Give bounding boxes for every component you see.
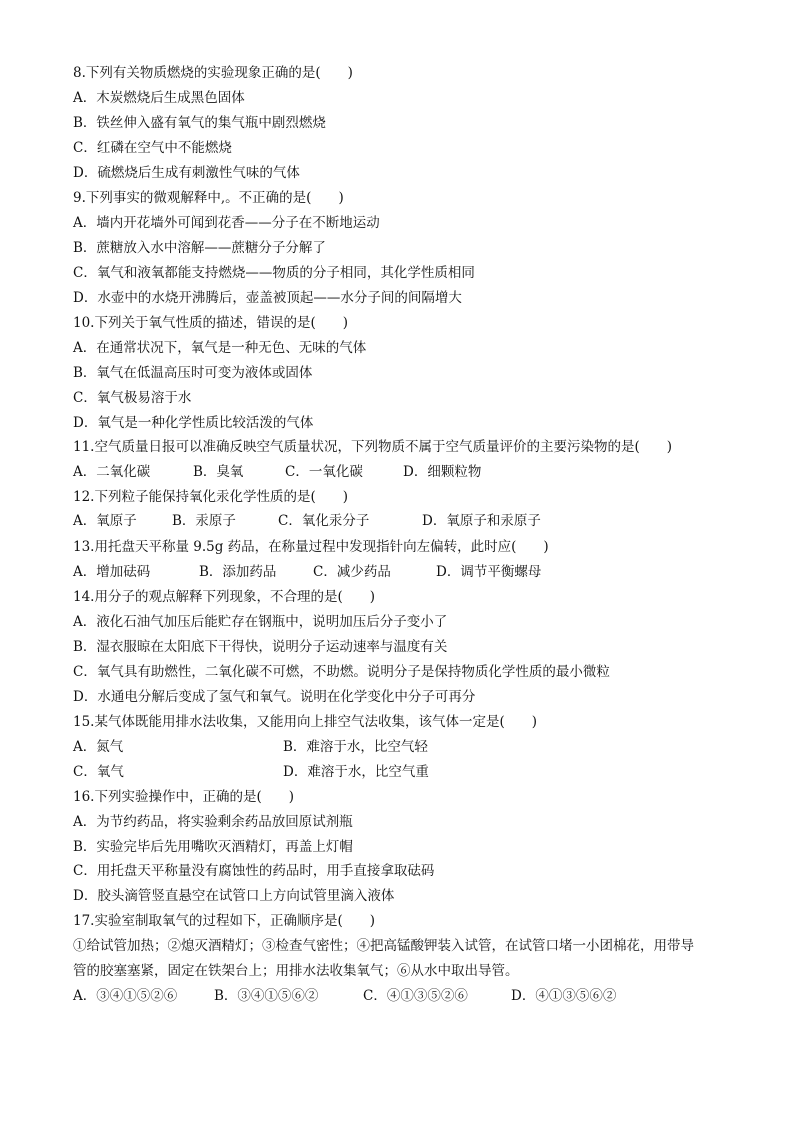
question-10-stem: 10.下列关于氧气性质的描述，错误的是( )	[73, 315, 349, 331]
question-12-option-b: B．汞原子	[172, 513, 236, 529]
question-15-option-b: B．难溶于水，比空气轻	[283, 739, 428, 755]
question-15-option-a: A．氮气	[73, 739, 124, 755]
question-10-option-d: D．氧气是一种化学性质比较活泼的气体	[73, 415, 314, 431]
question-10-option-a: A．在通常状况下，氧气是一种无色、无味的气体	[73, 340, 367, 356]
question-16-option-d: D．胶头滴管竖直悬空在试管口上方向试管里滴入液体	[73, 888, 395, 904]
question-17-body-line-2: 管的胶塞塞紧，固定在铁架台上；用排水法收集氧气；⑥从水中取出导管。	[73, 963, 519, 979]
question-11-stem: 11.空气质量日报可以准确反映空气质量状况，下列物质不属于空气质量评价的主要污染物的是( )	[73, 439, 673, 455]
question-13-option-c: C．减少药品	[313, 564, 391, 580]
question-8-option-b: B．铁丝伸入盛有氧气的集气瓶中剧烈燃烧	[73, 115, 326, 131]
question-12-option-c: C．氧化汞分子	[278, 513, 370, 529]
question-16-option-b: B．实验完毕后先用嘴吹灭酒精灯，再盖上灯帽	[73, 839, 353, 855]
question-11-option-c: C．一氧化碳	[285, 464, 363, 480]
question-14-option-a: A．液化石油气加压后能贮存在钢瓶中，说明加压后分子变小了	[73, 614, 448, 630]
question-14-option-c: C．氧气具有助燃性，二氧化碳不可燃，不助燃。说明分子是保持物质化学性质的最小微粒	[73, 664, 610, 680]
question-17-option-b: B．③④①⑤⑥②	[214, 988, 319, 1004]
question-12-option-d: D．氧原子和汞原子	[422, 513, 541, 529]
question-14-option-b: B．湿衣服晾在太阳底下干得快，说明分子运动速率与温度有关	[73, 639, 448, 655]
question-17-option-d: D．④①③⑤⑥②	[511, 988, 617, 1004]
question-12-stem: 12.下列粒子能保持氧化汞化学性质的是( )	[73, 489, 349, 505]
question-16-stem: 16.下列实验操作中，正确的是( )	[73, 789, 295, 805]
question-9-option-c: C．氧气和液氧都能支持燃烧——物质的分子相同，其化学性质相同	[73, 265, 475, 281]
question-17-stem: 17.实验室制取氧气的过程如下，正确顺序是( )	[73, 913, 376, 929]
question-13-option-a: A．增加砝码	[73, 564, 151, 580]
question-14-stem: 14.用分子的观点解释下列现象，不合理的是( )	[73, 589, 376, 605]
question-13-option-b: B．添加药品	[199, 564, 277, 580]
question-17-option-a: A．③④①⑤②⑥	[73, 988, 178, 1004]
question-15-stem: 15.某气体既能用排水法收集，又能用向上排空气法收集，该气体一定是( )	[73, 714, 538, 730]
question-9-option-d: D．水壶中的水烧开沸腾后，壶盖被顶起——水分子间的间隔增大	[73, 290, 462, 306]
question-8-option-a: A．木炭燃烧后生成黑色固体	[73, 90, 245, 106]
question-17-body-line-1: ①给试管加热；②熄灭酒精灯；③检查气密性；④把高锰酸钾装入试管，在试管口堵一小团棉花，用带导	[73, 938, 694, 954]
question-10-option-c: C．氧气极易溶于水	[73, 390, 192, 406]
question-16-option-a: A．为节约药品，将实验剩余药品放回原试剂瓶	[73, 814, 353, 830]
question-9-stem: 9.下列事实的微观解释中,。不正确的是( )	[73, 190, 344, 206]
question-12-option-a: A．氧原子	[73, 513, 137, 529]
question-14-option-d: D．水通电分解后变成了氢气和氧气。说明在化学变化中分子可再分	[73, 689, 476, 705]
question-16-option-c: C．用托盘天平称量没有腐蚀性的药品时，用手直接拿取砝码	[73, 863, 435, 879]
question-15-option-d: D．难溶于水，比空气重	[283, 764, 429, 780]
question-11-option-a: A．二氧化碳	[73, 464, 151, 480]
question-17-option-c: C．④①③⑤②⑥	[363, 988, 468, 1004]
question-8-stem: 8.下列有关物质燃烧的实验现象正确的是( )	[73, 65, 353, 81]
question-8-option-c: C．红磷在空气中不能燃烧	[73, 140, 232, 156]
question-8-option-d: D．硫燃烧后生成有刺激性气味的气体	[73, 165, 300, 181]
question-13-stem: 13.用托盘天平称量 9.5g 药品，在称量过程中发现指针向左偏转，此时应( )	[73, 539, 549, 555]
question-11-option-d: D．细颗粒物	[403, 464, 482, 480]
question-9-option-a: A．墙内开花墙外可闻到花香——分子在不断地运动	[73, 215, 380, 231]
question-11-option-b: B．臭氧	[193, 464, 244, 480]
question-10-option-b: B．氧气在低温高压时可变为液体或固体	[73, 365, 313, 381]
question-9-option-b: B．蔗糖放入水中溶解——蔗糖分子分解了	[73, 240, 326, 256]
question-15-option-c: C．氧气	[73, 764, 124, 780]
question-13-option-d: D．调节平衡螺母	[436, 564, 542, 580]
